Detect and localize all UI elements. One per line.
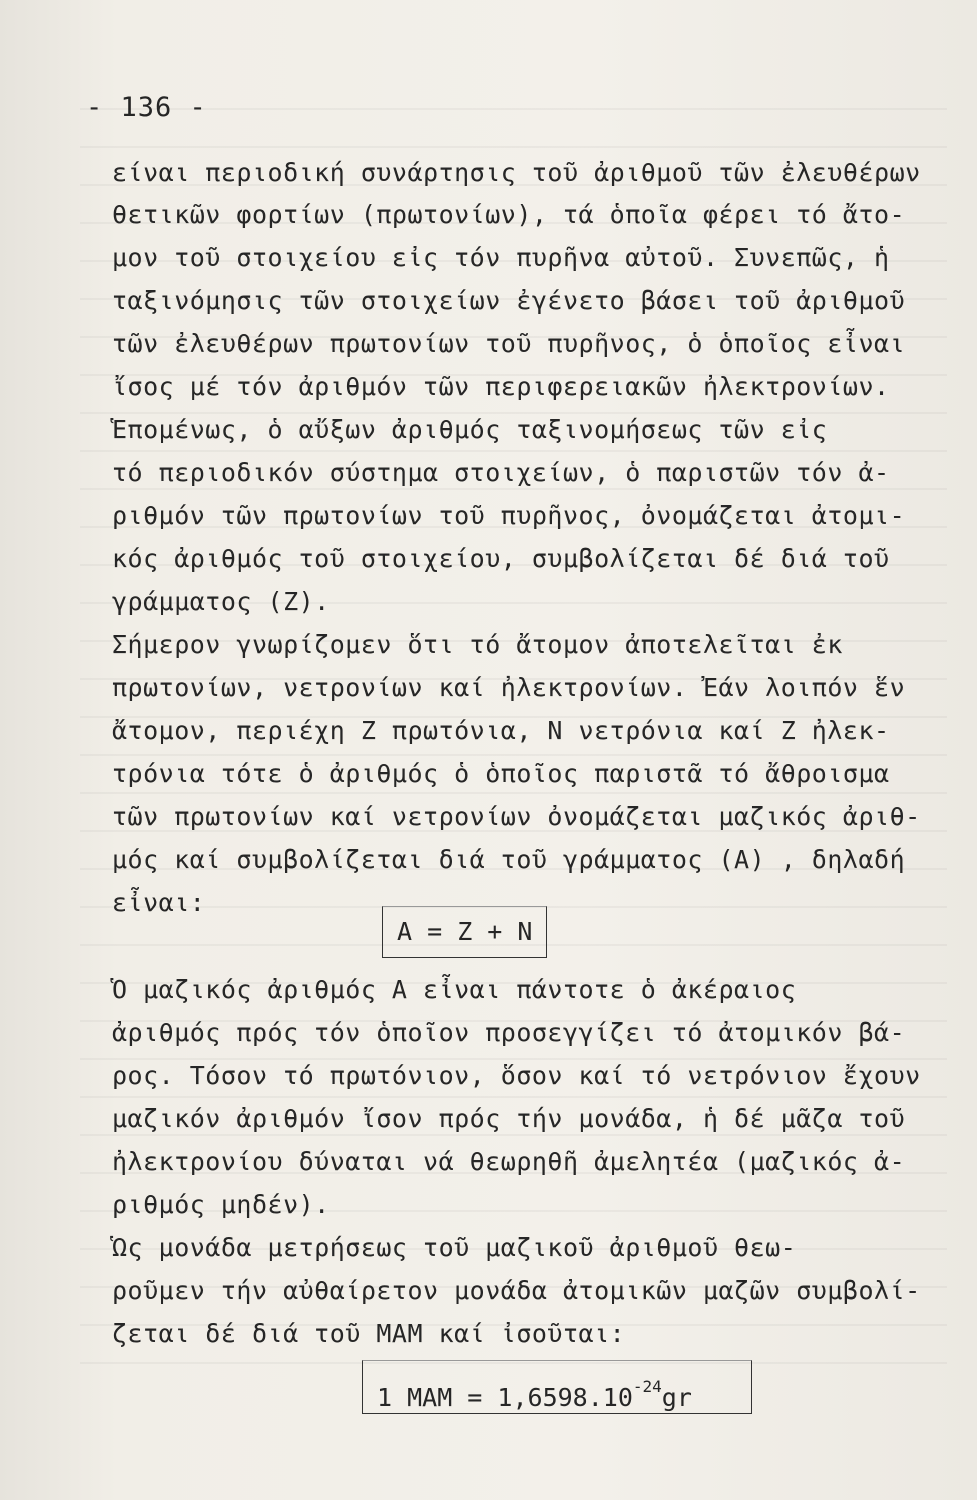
text-line: τρόνια τότε ὁ ἀριθμός ὁ ὁποῖος παριστᾶ τό ἄθροισμα xyxy=(112,759,890,788)
text-line: μον τοῦ στοιχείου εἰς τόν πυρῆνα αὐτοῦ. Συνεπῶς, ἡ xyxy=(112,243,890,272)
mass-number-formula: A = Z + N xyxy=(397,917,533,946)
text-line: Ὁ μαζικός ἀριθμός Α εἶναι πάντοτε ὁ ἀκέραιος xyxy=(112,975,797,1004)
text-line: μός καί συμβολίζεται διά τοῦ γράμματος (Α) , δηλαδή xyxy=(112,845,906,874)
text-line: ταξινόμησις τῶν στοιχείων ἐγένετο βάσει τοῦ ἀριθμοῦ xyxy=(112,286,906,315)
text-line: τῶν πρωτονίων καί νετρονίων ὀνομάζεται μαζικός ἀριθ- xyxy=(112,802,921,831)
text-line: θετικῶν φορτίων (πρωτονίων), τά ὁποῖα φέρει τό ἄτο- xyxy=(112,200,906,229)
text-line: γράμματος (Ζ). xyxy=(112,587,330,616)
text-line: ἠλεκτρονίου δύναται νά θεωρηθῆ ἀμελητέα (μαζικός ἀ- xyxy=(112,1147,906,1176)
text-line: ἀριθμός πρός τόν ὁποῖον προσεγγίζει τό ἀτομικόν βά- xyxy=(112,1018,906,1047)
text-line: εἶναι: xyxy=(112,888,206,917)
text-line: πρωτονίων, νετρονίων καί ἠλεκτρονίων. Ἐάν λοιπόν ἕν xyxy=(112,673,906,702)
text-line: ζεται δέ διά τοῦ ΜΑΜ καί ἰσοῦται: xyxy=(112,1319,626,1348)
mam-formula-exponent: -24 xyxy=(632,1377,662,1396)
text-line: ρος. Τόσον τό πρωτόνιον, ὅσον καί τό νετρόνιον ἔχουν xyxy=(112,1061,921,1090)
text-line: Ἑπομένως, ὁ αὔξων ἀριθμός ταξινομήσεως τῶν εἰς xyxy=(112,415,828,444)
mam-formula-base: 1 ΜΑΜ = 1,6598.10 xyxy=(377,1383,633,1412)
text-line: ριθμός μηδέν). xyxy=(112,1190,330,1219)
text-line: κός ἀριθμός τοῦ στοιχείου, συμβολίζεται δέ διά τοῦ xyxy=(112,544,890,573)
text-line: ροῦμεν τήν αὐθαίρετον μονάδα ἀτομικῶν μαζῶν συμβολί- xyxy=(112,1276,921,1305)
text-line: τῶν ἐλευθέρων πρωτονίων τοῦ πυρῆνος, ὁ ὁποῖος εἶναι xyxy=(112,329,906,358)
mass-number-formula-box xyxy=(382,906,547,958)
text-line: είναι περιοδική συνάρτησις τοῦ ἀριθμοῦ τῶν ἐλευθέρων xyxy=(112,158,921,187)
mam-formula-unit: gr xyxy=(661,1383,692,1412)
text-line: ριθμόν τῶν πρωτονίων τοῦ πυρῆνος, ὀνομάζεται ἀτομι- xyxy=(112,501,906,530)
text-line: τό περιοδικόν σύστημα στοιχείων, ὁ παριστῶν τόν ἀ- xyxy=(112,458,890,487)
text-line: Σήμερον γνωρίζομεν ὅτι τό ἄτομον ἀποτελεῖται ἐκ xyxy=(112,630,843,659)
text-line: ἴσος μέ τόν ἀριθμόν τῶν περιφερειακῶν ἠλεκτρονίων. xyxy=(112,372,890,401)
page-number: - 136 - xyxy=(86,92,207,123)
mam-formula-box xyxy=(362,1360,752,1414)
text-line: ἄτομον, περιέχη Ζ πρωτόνια, Ν νετρόνια καί Ζ ἠλεκ- xyxy=(112,716,890,745)
text-line: Ὡς μονάδα μετρήσεως τοῦ μαζικοῦ ἀριθμοῦ θεω- xyxy=(112,1233,797,1262)
text-line: μαζικόν ἀριθμόν ἴσον πρός τήν μονάδα, ἡ δέ μᾶζα τοῦ xyxy=(112,1104,906,1133)
